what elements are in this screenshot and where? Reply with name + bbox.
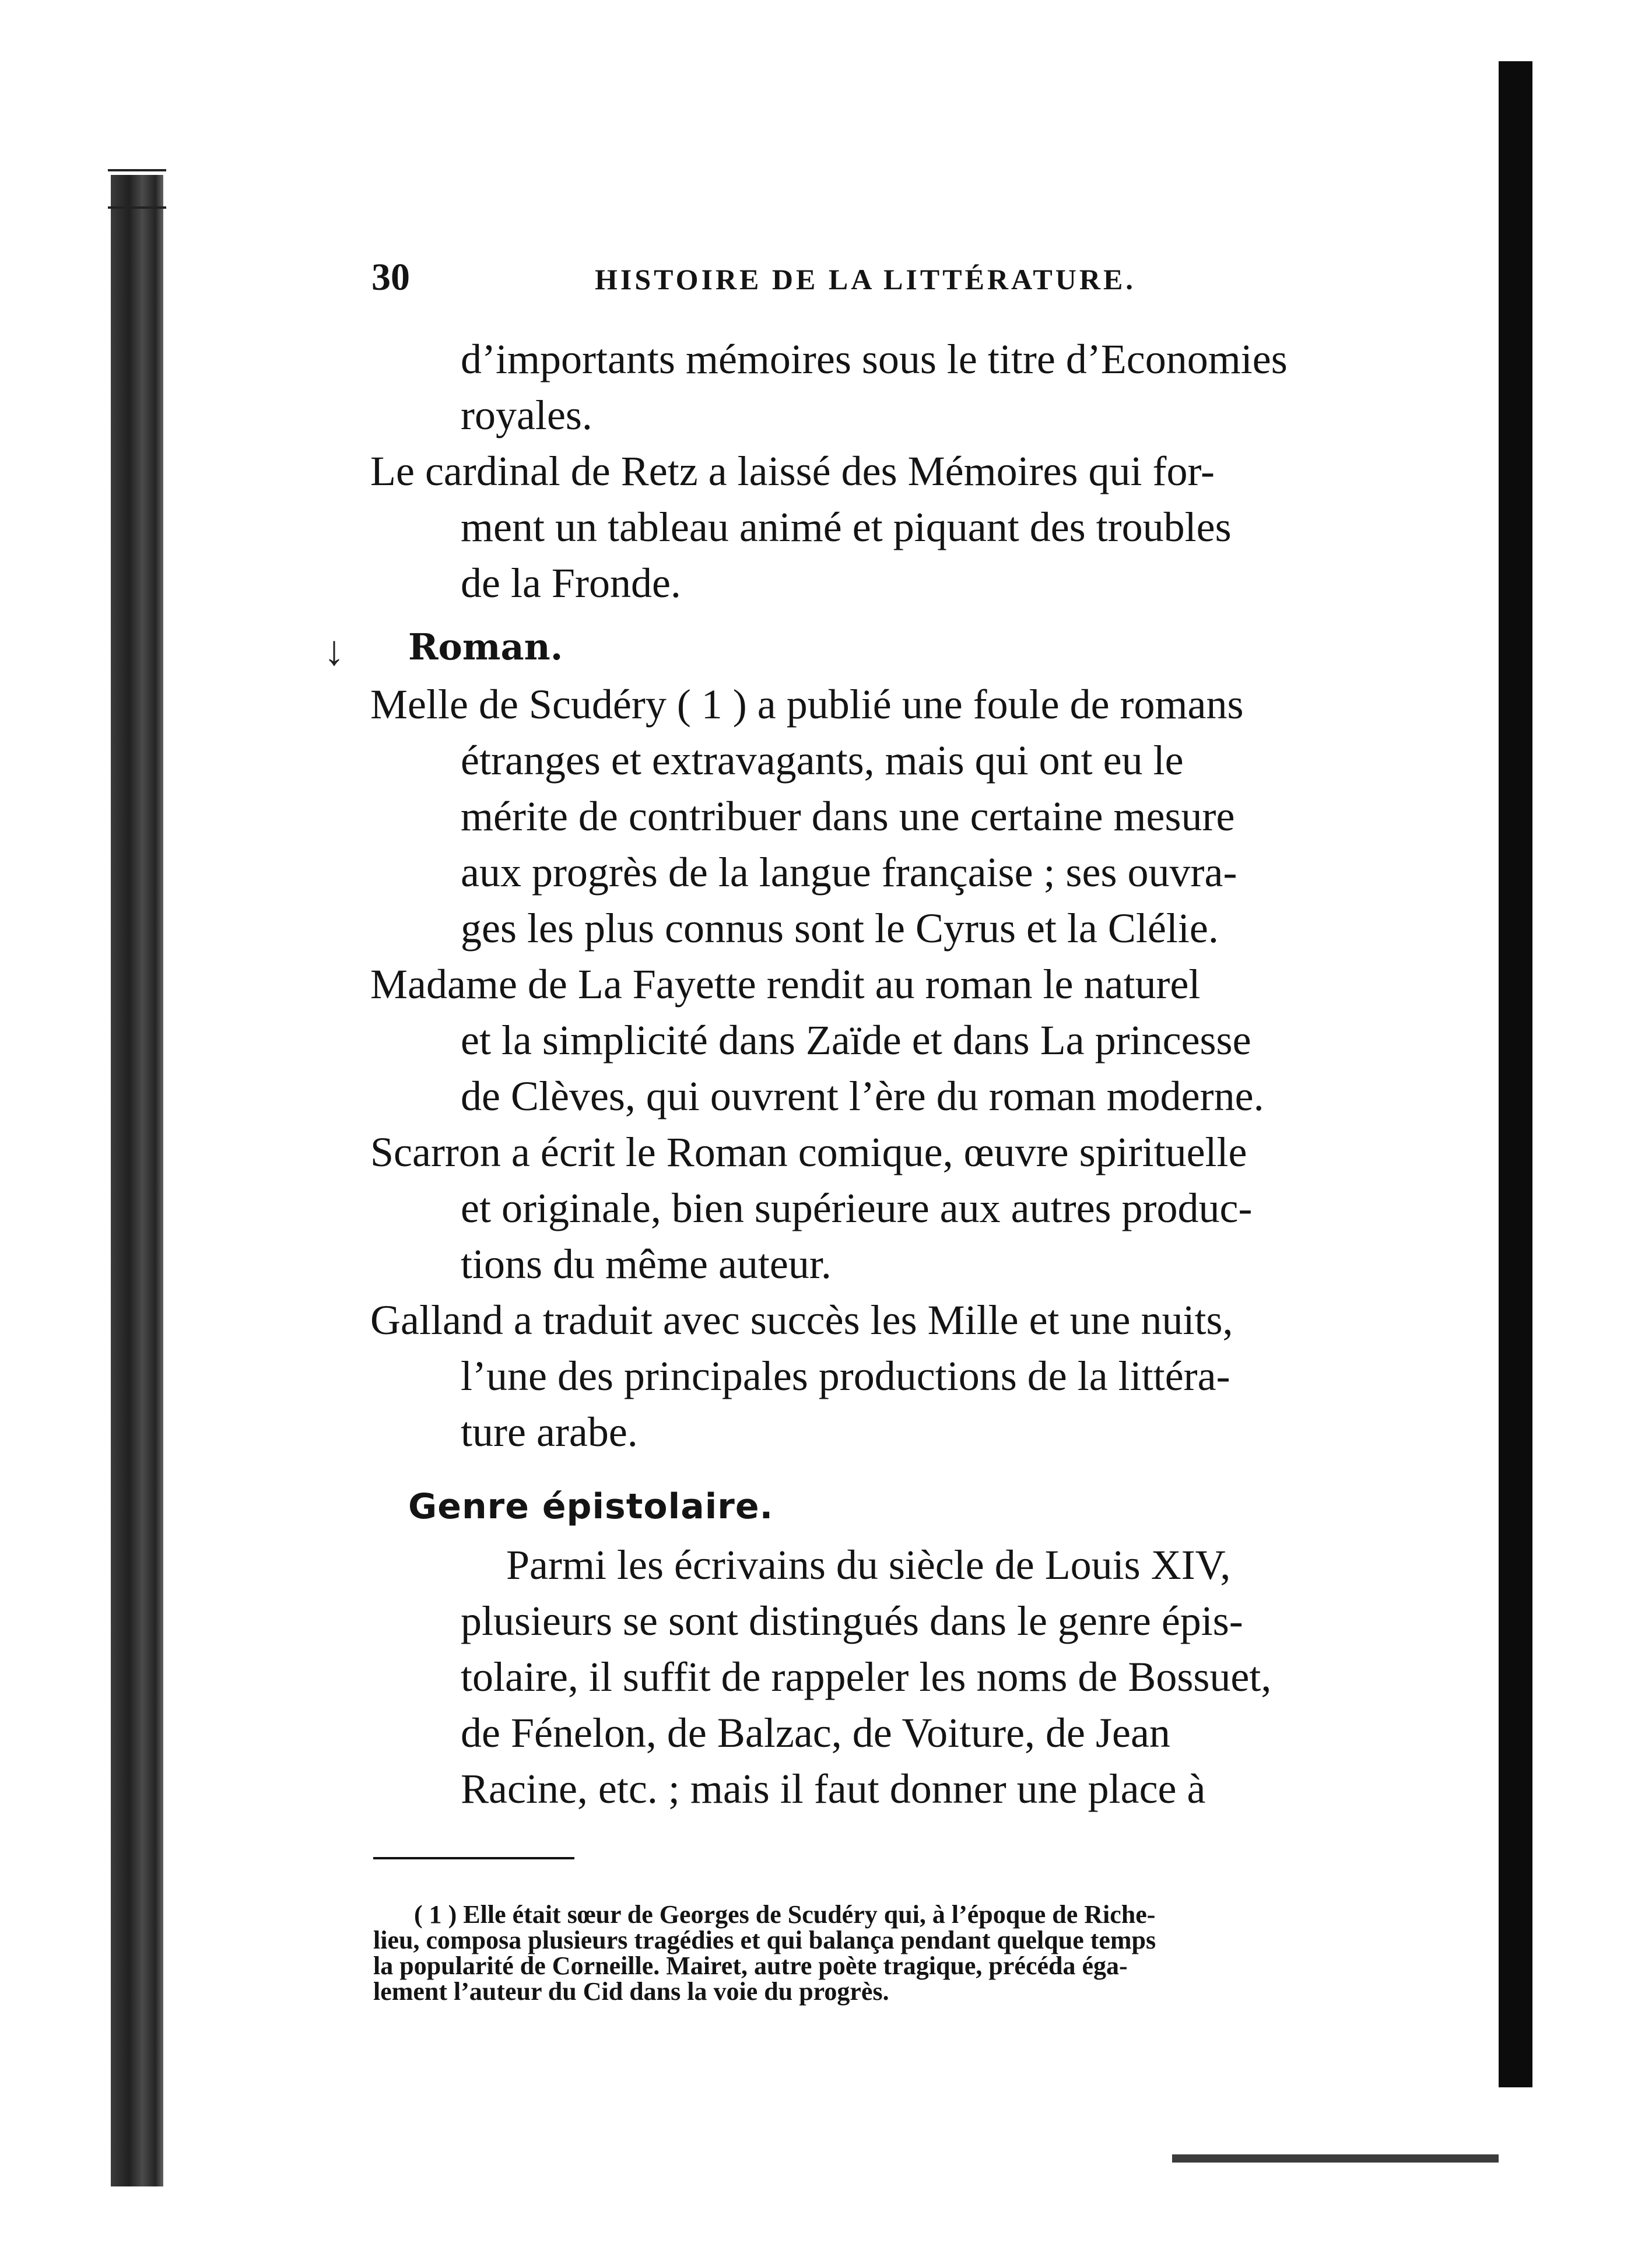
text-line: Parmi les écrivains du siècle de Louis XIV, (506, 1542, 1231, 1588)
text-line: de la Fronde. (461, 560, 681, 606)
footnote-line: la popularité de Corneille. Mairet, autre poète tragique, précéda éga- (373, 1951, 1128, 1980)
text-line: Le cardinal de Retz a laissé des Mémoires qui for- (370, 448, 1215, 494)
text-line: Racine, etc. ; mais il faut donner une place à (461, 1765, 1206, 1812)
section-heading-roman: Roman. (408, 626, 563, 668)
margin-mark: ↓ (324, 627, 345, 674)
text-line: ture arabe. (461, 1409, 638, 1455)
text-line: royales. (461, 392, 592, 438)
text-line: Madame de La Fayette rendit au roman le naturel (370, 961, 1201, 1008)
text-line: tolaire, il suffit de rappeler les noms de Bossuet, (461, 1654, 1272, 1700)
scan-smear-bottom (1172, 2154, 1499, 2163)
text-line: étranges et extravagants, mais qui ont eu le (461, 737, 1184, 784)
binding-shadow-left (111, 175, 163, 2186)
text-line: Melle de Scudéry ( 1 ) a publié une foule de romans (370, 681, 1244, 728)
footnote-rule (373, 1857, 574, 1859)
text-line: Scarron a écrit le Roman comique, œuvre spirituelle (370, 1129, 1247, 1175)
running-title: HISTOIRE DE LA LITTÉRATURE. (595, 263, 1136, 296)
section-heading-genre: Genre épistolaire. (408, 1486, 774, 1527)
text-line: ges les plus connus sont le Cyrus et la Clélie. (461, 905, 1219, 952)
footnote-line: lieu, composa plusieurs tragédies et qui balança pendant quelque temps (373, 1926, 1156, 1954)
text-line: mérite de contribuer dans une certaine mesure (461, 793, 1235, 840)
footnote-line: ( 1 ) Elle était sœur de Georges de Scudéry qui, à l’époque de Riche- (414, 1900, 1156, 1929)
text-line: plusieurs se sont distingués dans le genre épis- (461, 1598, 1243, 1644)
running-header (0, 255, 1652, 302)
text-line: l’une des principales productions de la littéra- (461, 1353, 1230, 1399)
page-number: 30 (371, 256, 410, 299)
text-line: de Fénelon, de Balzac, de Voiture, de Jean (461, 1710, 1170, 1756)
text-line: d’importants mémoires sous le titre d’Economies (461, 336, 1288, 382)
binding-marks (108, 169, 166, 209)
footnote-line: lement l’auteur du Cid dans la voie du progrès. (373, 1977, 889, 2006)
text-line: aux progrès de la langue française ; ses ouvra- (461, 849, 1237, 896)
text-line: et originale, bien supérieure aux autres produc- (461, 1185, 1253, 1231)
text-line: de Clèves, qui ouvrent l’ère du roman moderne. (461, 1073, 1264, 1119)
text-line: et la simplicité dans Zaïde et dans La princesse (461, 1017, 1251, 1063)
page-edge-shadow-right (1499, 61, 1532, 2087)
text-line: ment un tableau animé et piquant des troubles (461, 504, 1232, 550)
text-line: tions du même auteur. (461, 1241, 832, 1287)
text-line: Galland a traduit avec succès les Mille et une nuits, (370, 1297, 1233, 1343)
